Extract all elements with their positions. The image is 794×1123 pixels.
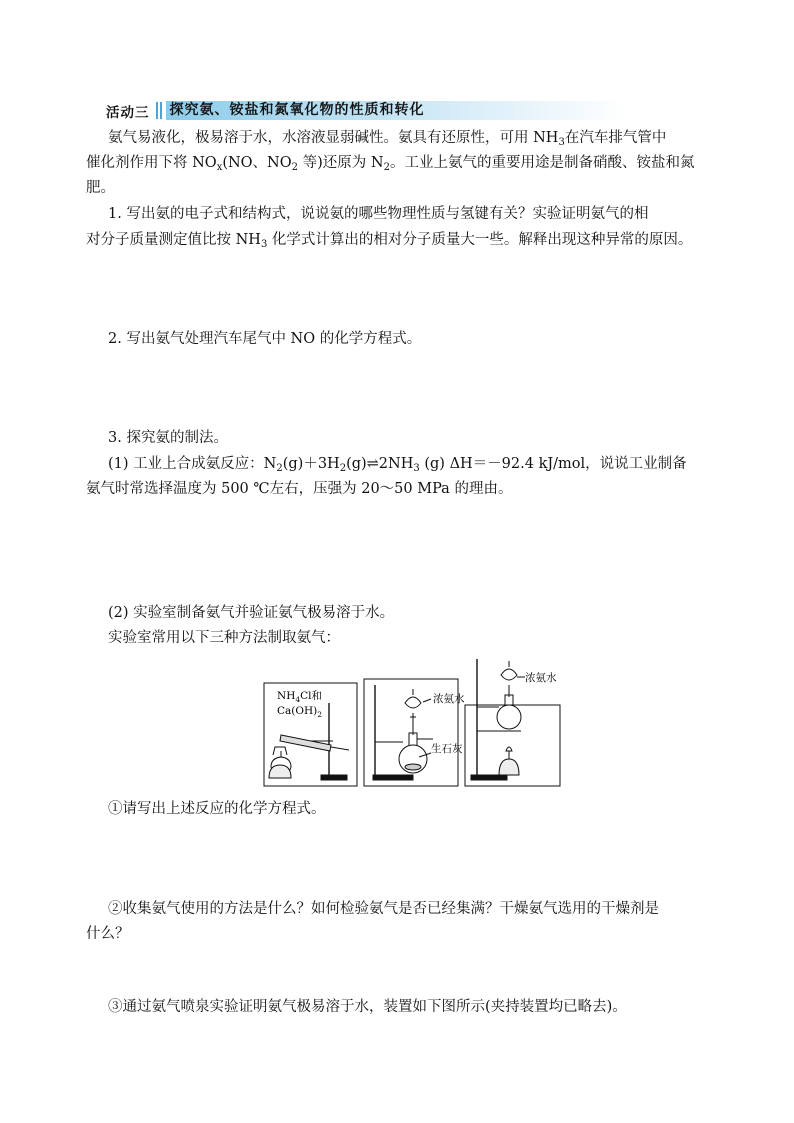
question-1-line-1: 1. 写出氨的电子式和结构式，说说氨的哪些物理性质与氢键有关？实验证明氨气的相 [108,206,649,222]
apparatus-figure [263,655,563,791]
sub-question-c: ③通过氨气喷泉实验证明氨气极易溶于水，装置如下图所示(夹持装置均已略去)。 [108,999,627,1015]
question-3-part-1-line-2: 氨气时常选择温度为 500 ℃左右，压强为 20～50 MPa 的理由。 [86,481,513,497]
reagent-label-caoh2: $Ca(OH)_2$ [277,705,323,719]
activity-label: 活动三 [106,104,150,121]
question-3-part-2-intro: 实验室常用以下三种方法制取氨气： [108,630,340,646]
intro-line-2: 催化剂作用下将 $NO_x(NO$、$NO_2$ 等)还原为 $N_2$。工业上氨气的重要用途是制备硝酸、铵盐和氮 [86,155,695,173]
sub-question-b-line-1: ②收集氨气使用的方法是什么？如何检验氨气是否已经集满？干燥氨气选用的干燥剂是 [108,901,659,917]
activity-title: 探究氨、铵盐和氮氧化物的性质和转化 [169,102,425,118]
reagent-label-nh4cl: $NH_4Cl$和 [277,690,323,704]
heading-bars-decoration [156,102,162,119]
question-3-title: 3. 探究氨的制法。 [108,430,228,446]
intro-line-3: 肥。 [86,180,115,196]
reagent-label-conc-ammonia-1: 浓氨水 [433,693,465,705]
question-3-part-1-line-1: (1) 工业上合成氨反应：$N_2(g)+3H_2(g)\rightleftharpoons 2NH_3$ (g) ΔH＝－92.4 kJ/mol，说说工业制备 [108,456,687,474]
activity-title-banner [166,101,626,120]
question-2: 2. 写出氨气处理汽车尾气中 NO 的化学方程式。 [108,331,422,347]
question-1-line-2: 对分子质量测定值比按 $NH_3$ 化学式计算出的相对分子质量大一些。解释出现这种异常的原因。 [86,232,693,250]
apparatus-diagram [263,655,563,787]
intro-line-1: 氨气易液化，极易溶于水，水溶液显弱碱性。氨具有还原性，可用 $NH_3$在汽车排气管中 [108,130,667,148]
reagent-label-conc-ammonia-2: 浓氨水 [525,672,557,684]
activity-heading [106,101,626,120]
question-3-part-2: (2) 实验室制备氨气并验证氨气极易溶于水。 [108,605,395,621]
sub-question-b-line-2: 什么？ [86,926,130,942]
sub-question-a: ①请写出上述反应的化学方程式。 [108,801,326,817]
reagent-label-quicklime: 生石灰 [431,743,463,755]
